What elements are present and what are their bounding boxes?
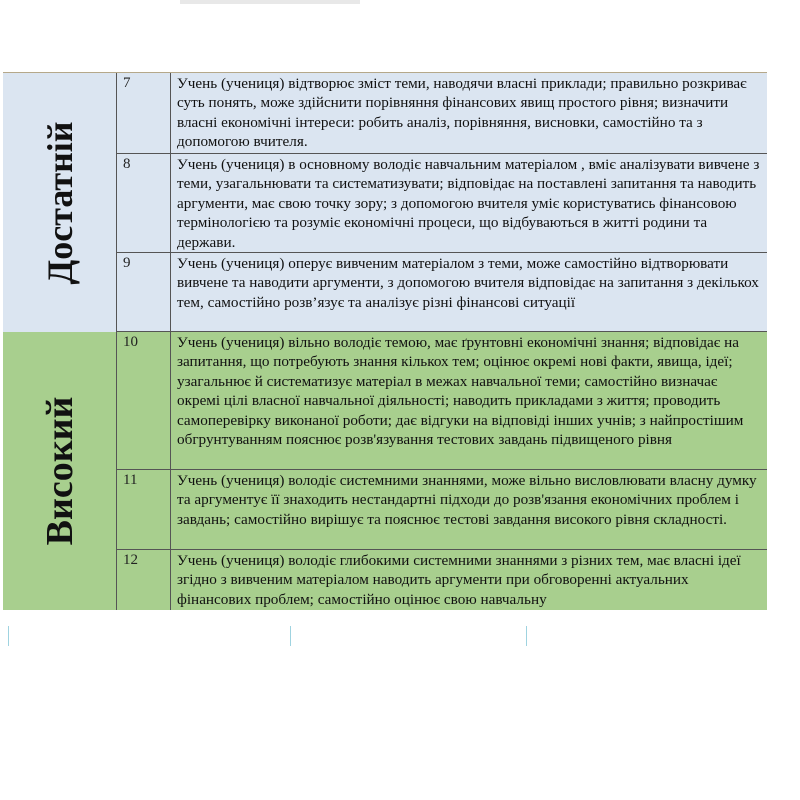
table-row [117, 332, 767, 470]
level-label-high: Високий [38, 396, 81, 546]
score-cell: 8 [117, 154, 171, 252]
level-band-sufficient [3, 73, 767, 332]
description-cell: Учень (учениця) володіє глибокими системними знаннями з різних тем, має власні ідеї згідно з вивченим матеріалом наводить аргументи при обговоренні актуальних фінансових проблем; самостійно оцінює свою навчальну [177, 552, 741, 608]
score-cell: 7 [117, 73, 171, 153]
score-cell: 9 [117, 253, 171, 331]
level-cell-sufficient [3, 73, 117, 332]
table-row [117, 73, 767, 154]
table-row [117, 154, 767, 253]
footer-divider [8, 626, 9, 646]
level-band-high [3, 332, 767, 610]
score-cell: 12 [117, 550, 171, 610]
footer-divider [526, 626, 527, 646]
table-row [117, 253, 767, 332]
assessment-criteria-table [3, 72, 767, 610]
description-cell: Учень (учениця) в основному володіє навчальним матеріалом , вміє аналізувати вивчене з теми, узагальнювати та систематизувати; відповідає на поставлені запитання та наводить аргументи, має свою точку зору; з допомогою вчителя уміє користуватись фінансовою термінологією та розуміє економічні процеси, що відбуваються в житті родини та держави. [177, 156, 760, 251]
score-cell: 10 [117, 332, 171, 469]
table-row [117, 550, 767, 610]
level-cell-high [3, 332, 117, 610]
level-rows-high [117, 332, 767, 610]
description-cell: Учень (учениця) вільно володіє темою, має ґрунтовні економічні знання; відповідає на запитання, що потребують знання кількох тем; оцінює окремі нові факти, явища, ідеї; узагальнює й систематизує матеріал в межах навчальної теми; самостійно визначає окремі цілі власної навчальної діяльності; наводить прикладами з життя; проводить самоперевірку виконаної роботи; дає відгуки на відповіді інших учнів; з найпростішим обгрунтуванням пояснює розв'язування тестових завдань підвищеного рівня [177, 334, 744, 449]
score-cell: 11 [117, 470, 171, 549]
level-rows-sufficient [117, 73, 767, 332]
description-cell: Учень (учениця) оперує вивченим матеріалом з теми, може самостійно відтворювати вивчене та наводити аргументи, з допомогою вчителя відповідає на запитання з декількох тем, самостійно розв’язує та аналізує різні фінансові ситуації [177, 255, 759, 311]
description-cell: Учень (учениця) володіє системними знаннями, може вільно висловлювати власну думку та аргументує її знаходить нестандартні підходи до розв'язання економічних проблем і завдань; самостійно вирішує та пояснює тестові завдання високого рівня складності. [177, 472, 757, 528]
level-label-sufficient: Достатній [39, 120, 80, 285]
table-row [117, 470, 767, 550]
description-cell: Учень (учениця) відтворює зміст теми, наводячи власні приклади; правильно розкриває суть понять, може здійснити порівняння фінансових явищ простого рівня; визначити власні економічні інтереси: робить аналіз, порівняння, висновки, самостійно та з допомогою вчителя. [177, 75, 747, 151]
top-edge-fragment [180, 0, 360, 4]
footer-divider [290, 626, 291, 646]
